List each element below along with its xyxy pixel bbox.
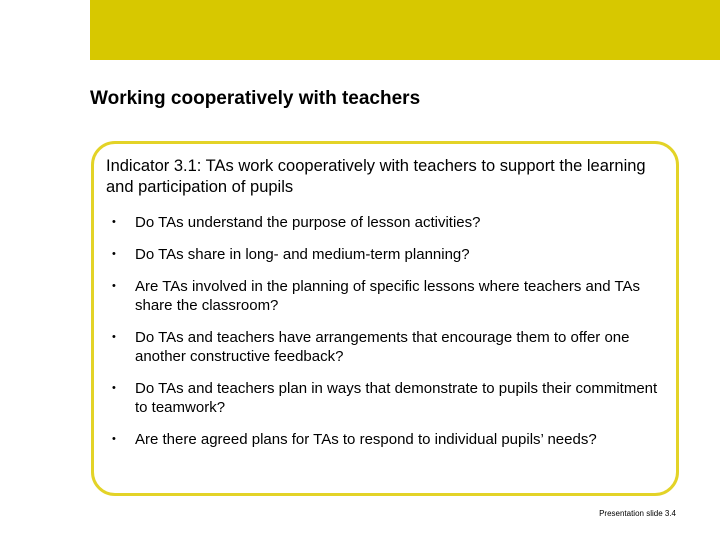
list-item xyxy=(108,213,668,232)
list-item-text: Do TAs and teachers plan in ways that demonstrate to pupils their commitment to teamwork? xyxy=(135,380,658,416)
list-item-text: Do TAs understand the purpose of lesson activities? xyxy=(135,214,481,231)
slide-title: Working cooperatively with teachers xyxy=(90,88,421,109)
list-item xyxy=(108,245,668,264)
bullet-icon: • xyxy=(112,331,116,343)
list-item-text: Are TAs involved in the planning of specific lessons where teachers and TAs share the classroom? xyxy=(135,278,640,314)
bullet-icon: • xyxy=(112,382,116,394)
question-list xyxy=(108,213,668,462)
bullet-icon: • xyxy=(112,280,116,292)
header-accent-bar xyxy=(90,0,720,60)
list-item-text: Are there agreed plans for TAs to respond to individual pupils’ needs? xyxy=(135,431,597,448)
list-item xyxy=(108,430,668,449)
list-item xyxy=(108,379,668,417)
bullet-icon: • xyxy=(112,216,116,228)
list-item xyxy=(108,328,668,366)
bullet-icon: • xyxy=(112,248,116,260)
bullet-icon: • xyxy=(112,433,116,445)
list-item-text: Do TAs and teachers have arrangements that encourage them to offer one another constructive feedback? xyxy=(135,329,630,365)
indicator-text: Indicator 3.1: TAs work cooperatively with teachers to support the learning and participation of pupils xyxy=(106,157,646,196)
list-item-text: Do TAs share in long- and medium-term planning? xyxy=(135,246,470,263)
slide-footer: Presentation slide 3.4 xyxy=(599,509,676,518)
list-item xyxy=(108,277,668,315)
